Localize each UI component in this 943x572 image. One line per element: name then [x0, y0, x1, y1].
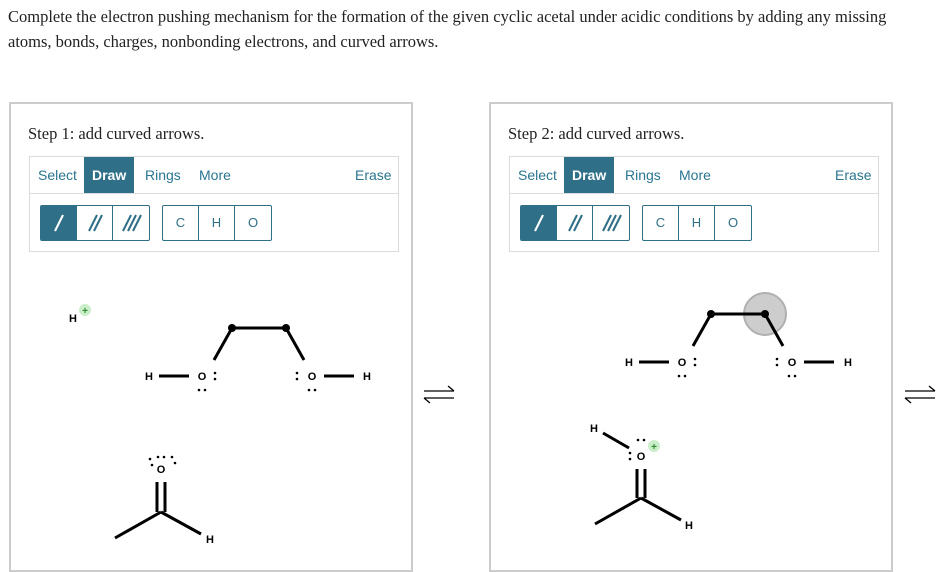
- c-o-bond-left: [214, 328, 232, 360]
- tab-select[interactable]: Select: [518, 167, 557, 183]
- lone-pair-dot: [643, 439, 646, 442]
- left-hydroxyl-h: H: [625, 357, 633, 369]
- right-hydroxyl-h: H: [363, 371, 371, 383]
- carbon-atom: [761, 310, 769, 318]
- c-h-bond: [641, 498, 681, 520]
- lone-pair-dot: [308, 389, 311, 392]
- tab-more[interactable]: More: [199, 167, 231, 183]
- oxonium-o: O: [636, 451, 646, 463]
- lone-pair-dot: [314, 389, 317, 392]
- tab-draw[interactable]: Draw: [84, 157, 134, 193]
- left-hydroxyl-o: O: [197, 371, 207, 383]
- equilibrium-arrow: [903, 383, 937, 412]
- lone-pair-dot: [174, 462, 177, 465]
- problem-prompt: Complete the electron pushing mechanism for the formation of the given cyclic acetal under acidic conditions by adding any missing atoms, bonds, charges, nonbonding electrons, and curved arrows.: [8, 7, 887, 51]
- left-hydroxyl-h: H: [145, 371, 153, 383]
- c-c-bond-methyl: [115, 512, 161, 538]
- lone-pair-dot: [296, 372, 299, 375]
- lone-pair-dot: [794, 375, 797, 378]
- equilibrium-arrow-icon: [422, 383, 456, 407]
- right-hydroxyl-o: O: [787, 357, 797, 369]
- right-hydroxyl-h: H: [844, 357, 852, 369]
- left-hydroxyl-o: O: [677, 357, 687, 369]
- lone-pair-dot: [198, 389, 201, 392]
- step2-panel: [489, 102, 893, 572]
- positive-charge: +: [651, 442, 657, 453]
- positive-charge: +: [82, 306, 88, 317]
- panel-title: Step 2: add curved arrows.: [508, 124, 685, 143]
- c-o-bond-left: [693, 314, 711, 346]
- lone-pair-dot: [163, 456, 166, 459]
- erase-button[interactable]: Erase: [835, 167, 872, 183]
- carbon-atom: [282, 324, 290, 332]
- lone-pair-dot: [171, 456, 174, 459]
- aldehyde-h: H: [206, 534, 214, 546]
- lone-pair-dot: [694, 358, 697, 361]
- lone-pair-dot: [204, 389, 207, 392]
- lone-pair-dot: [629, 452, 632, 455]
- c-h-bond: [161, 512, 201, 534]
- oxonium-h: H: [590, 423, 598, 435]
- lone-pair-dot: [157, 456, 160, 459]
- carbon-button[interactable]: C: [643, 206, 679, 240]
- lone-pair-dot: [678, 375, 681, 378]
- lone-pair-dot: [214, 372, 217, 375]
- tab-rings[interactable]: Rings: [145, 167, 181, 183]
- lone-pair-dot: [149, 458, 152, 461]
- erase-button[interactable]: Erase: [355, 167, 392, 183]
- tab-select[interactable]: Select: [38, 167, 77, 183]
- lone-pair-dot: [214, 378, 217, 381]
- tab-more[interactable]: More: [679, 167, 711, 183]
- aldehyde-h: H: [685, 520, 693, 532]
- lone-pair-dot: [776, 358, 779, 361]
- lone-pair-dot: [684, 375, 687, 378]
- carbon-button[interactable]: C: [163, 206, 199, 240]
- drawing-canvas[interactable]: [491, 104, 891, 556]
- panel-title: Step 1: add curved arrows.: [28, 124, 205, 143]
- step1-panel: [9, 102, 413, 572]
- oxygen-button[interactable]: O: [247, 215, 259, 230]
- lone-pair-dot: [694, 364, 697, 367]
- tab-rings[interactable]: Rings: [625, 167, 661, 183]
- oxygen-button[interactable]: O: [727, 215, 739, 230]
- lone-pair-dot: [776, 364, 779, 367]
- lone-pair-dot: [151, 464, 154, 467]
- c-c-bond-methyl: [595, 498, 641, 524]
- carbonyl-o: O: [156, 464, 166, 476]
- lone-pair-dot: [629, 458, 632, 461]
- o-h-bond: [603, 433, 629, 448]
- drawing-canvas[interactable]: [11, 104, 411, 556]
- carbon-atom: [228, 324, 236, 332]
- hydrogen-button[interactable]: H: [199, 206, 235, 240]
- proton-h: H: [69, 313, 77, 325]
- hydrogen-button[interactable]: H: [679, 206, 715, 240]
- right-hydroxyl-o: O: [307, 371, 317, 383]
- lone-pair-dot: [296, 378, 299, 381]
- carbon-atom: [707, 310, 715, 318]
- equilibrium-arrow-icon: [903, 383, 937, 407]
- c-o-bond-right: [286, 328, 304, 360]
- equilibrium-arrow: [422, 383, 456, 412]
- lone-pair-dot: [788, 375, 791, 378]
- lone-pair-dot: [637, 439, 640, 442]
- tab-draw[interactable]: Draw: [564, 157, 614, 193]
